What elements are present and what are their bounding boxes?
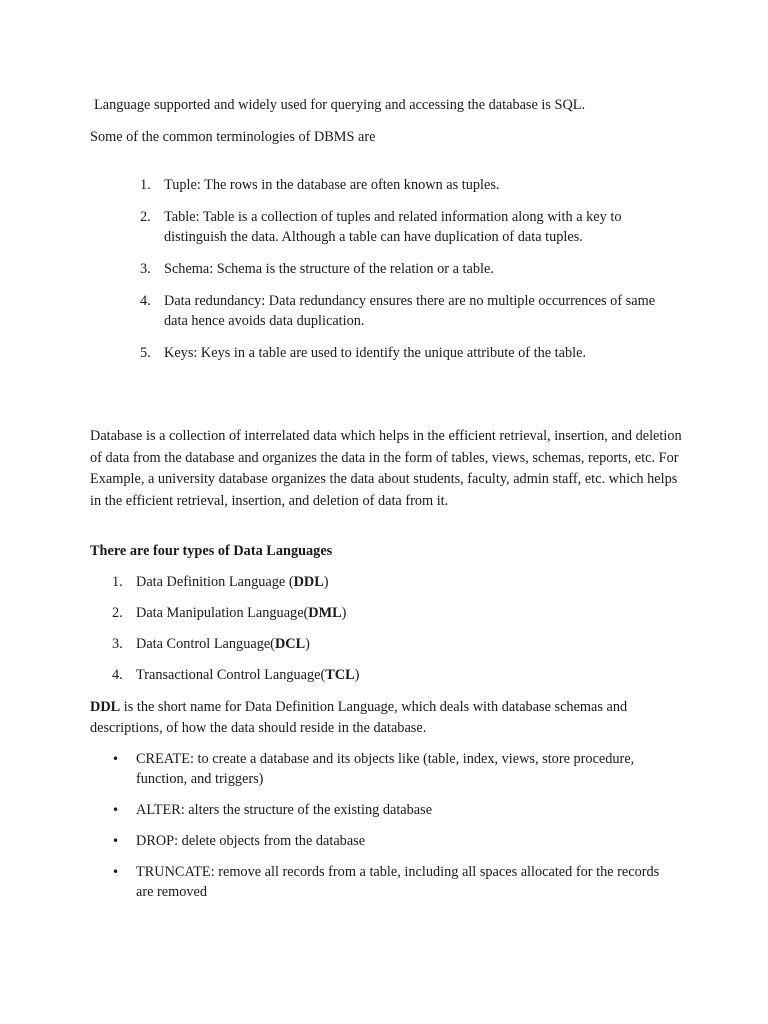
list-item-text: Data redundancy: Data redundancy ensures there are no multiple occurrences of same data hence avoids data duplication. [164, 293, 656, 329]
list-number: 3. [112, 636, 123, 652]
languages-heading: There are four types of Data Languages [90, 543, 333, 559]
bullet-icon: • [112, 752, 120, 766]
list-item [112, 603, 672, 623]
list-number: 3. [140, 261, 151, 277]
language-name: Data Definition Language ( [136, 574, 294, 590]
list-item [140, 207, 680, 247]
intro-line: Language supported and widely used for querying and accessing the database is SQL. [94, 97, 586, 113]
language-close: ) [323, 574, 329, 590]
list-item [112, 831, 672, 851]
list-number: 2. [140, 209, 151, 225]
database-paragraph: Database is a collection of interrelated data which helps in the efficient retrieval, insertion, and deletion of data from the database and organizes the data in the form of tables, views, schemas, reports, etc. For Example, a university database organizes the data about students, faculty, admin staff, etc. which helps in the efficient retrieval, insertion, and deletion of data from it. [90, 428, 682, 509]
language-name: Transactional Control Language( [136, 667, 326, 683]
language-abbr: TCL [325, 667, 355, 683]
list-item-text: Table: Table is a collection of tuples and related information along with a key to distinguish the data. Although a table can have duplication of data tuples. [164, 209, 622, 245]
list-item [112, 862, 672, 902]
terminologies-list [140, 175, 680, 375]
bullet-icon: • [112, 834, 120, 848]
language-close: ) [341, 605, 347, 621]
command-text: CREATE: to create a database and its objects like (table, index, views, store procedure, function, and triggers) [136, 751, 635, 787]
terminologies-intro: Some of the common terminologies of DBMS are [90, 129, 376, 145]
list-item [112, 634, 672, 654]
list-number: 1. [140, 177, 151, 193]
language-close: ) [305, 636, 310, 652]
languages-list [112, 572, 672, 696]
ddl-paragraph [90, 697, 690, 739]
list-item [112, 749, 672, 789]
ddl-abbr: DDL [90, 699, 121, 715]
list-number: 4. [112, 667, 123, 683]
list-item-text: Tuple: The rows in the database are often known as tuples. [164, 177, 500, 193]
list-item [140, 343, 680, 363]
language-close: ) [354, 667, 360, 683]
language-name: Data Manipulation Language( [136, 605, 309, 621]
command-text: ALTER: alters the structure of the existing database [136, 802, 433, 818]
command-text: TRUNCATE: remove all records from a table, including all spaces allocated for the records are removed [136, 864, 660, 900]
list-number: 2. [112, 605, 123, 621]
language-name: Data Control Language( [136, 636, 275, 652]
bullet-icon: • [112, 865, 120, 879]
bullet-icon: • [112, 803, 120, 817]
list-item [140, 291, 680, 331]
ddl-commands-list [112, 749, 672, 913]
language-abbr: DCL [274, 636, 306, 652]
command-text: DROP: delete objects from the database [136, 833, 366, 849]
list-number: 4. [140, 293, 151, 309]
list-number: 1. [112, 574, 123, 590]
language-abbr: DDL [293, 574, 324, 590]
language-abbr: DML [308, 605, 342, 621]
list-item [112, 800, 672, 820]
list-number: 5. [140, 345, 151, 361]
list-item-text: Keys: Keys in a table are used to identify the unique attribute of the table. [164, 345, 587, 361]
list-item [112, 665, 672, 685]
ddl-description: is the short name for Data Definition Language, which deals with database schemas and descriptions, of how the data should reside in the database. [90, 699, 628, 736]
list-item [140, 259, 680, 279]
list-item-text: Schema: Schema is the structure of the relation or a table. [164, 261, 494, 277]
list-item [140, 175, 680, 195]
list-item [112, 572, 672, 592]
